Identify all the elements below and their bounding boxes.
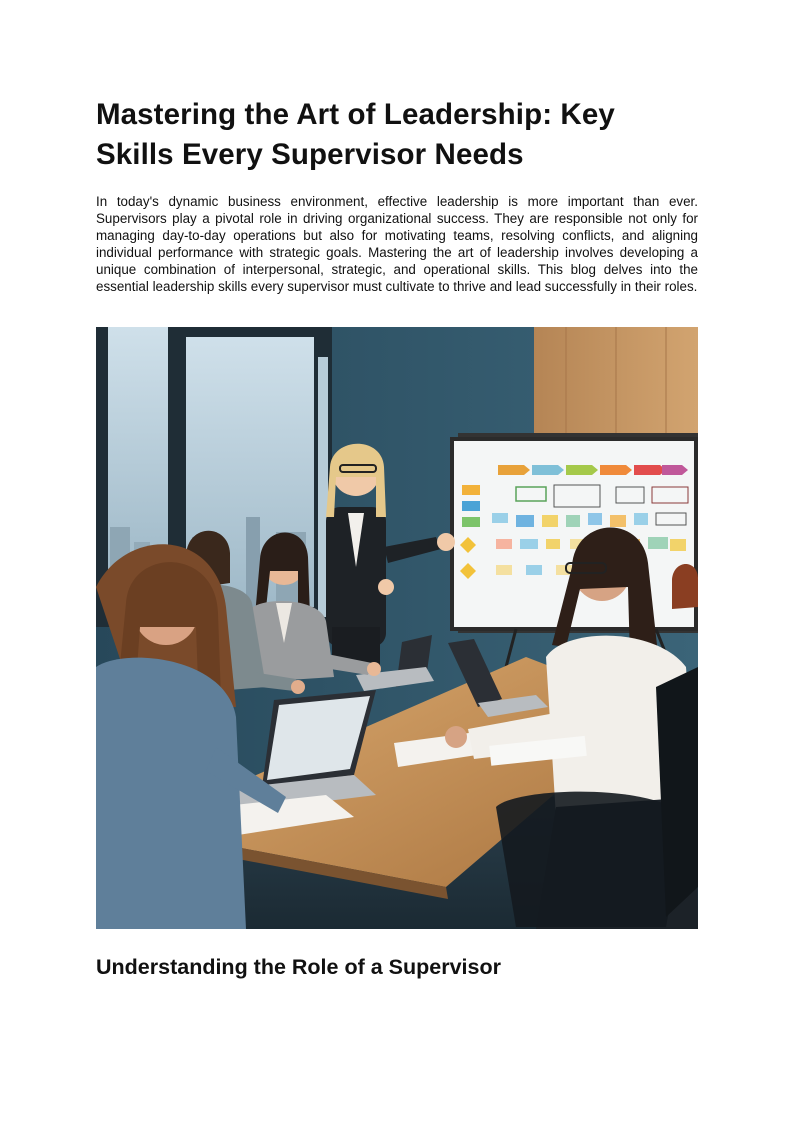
intro-paragraph: In today's dynamic business environment, effective leadership is more important than ever. Supervisors play a pivotal role in driving organizational success. They are responsible not only for managing day-to-day operations but also for motivating teams, resolving conflicts, and aligning individual performance with strategic goals. Mastering the art of leadership involves developing a unique combination of interpersonal, strategic, and operational skills. This blog delves into the essential leadership skills every supervisor must cultivate to thrive and lead successfully in their roles. xyxy=(96,194,698,294)
hero-image-meeting-room xyxy=(96,327,698,929)
meeting-room-illustration xyxy=(96,327,698,929)
section-heading: Understanding the Role of a Supervisor xyxy=(96,955,501,979)
article-title: Mastering the Art of Leadership: Key Skills Every Supervisor Needs xyxy=(96,98,615,171)
